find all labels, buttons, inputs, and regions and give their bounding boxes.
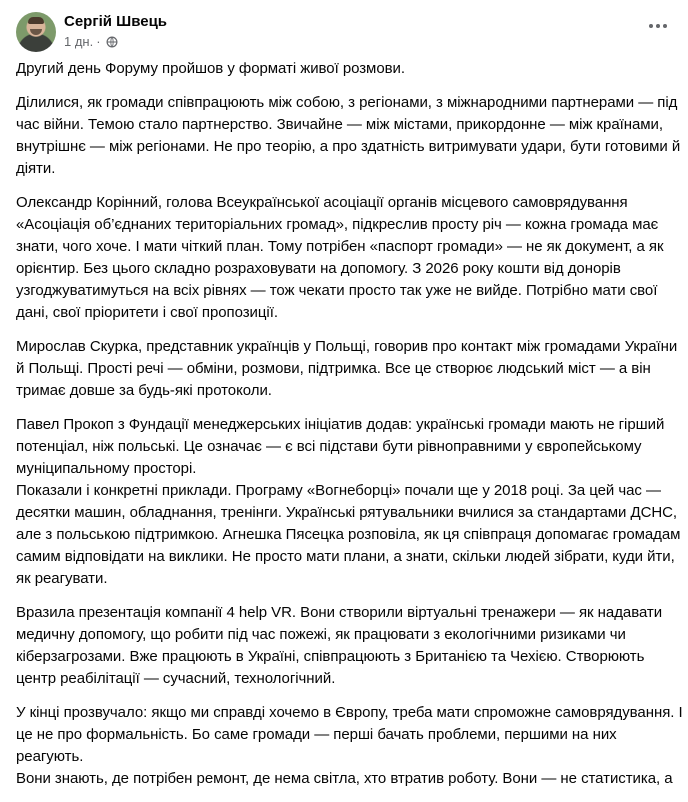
author-name[interactable]: Сергій Швець [64,13,168,30]
post-paragraph: У кінці прозвучало: якщо ми справді хочемо в Європу, треба мати спроможне самоврядування. І це не про формальність. Бо саме громади — перші бачать проблеми, першими на них реагують. Вони знають, де потрібен ремонт, де нема світла, хто втратив роботу. Вони — не статистика, а [16,704,683,787]
dot [656,24,660,28]
post-header [16,12,672,52]
dot [663,24,667,28]
post-paragraph: Ділилися, як громади співпрацюють між собою, з регіонами, з міжнародними партнерами — під час війни. Темою стало партнерство. Звичайне — між містами, прикордонне — між країнами, внутрішнє — між регіонами. Не про теорію, а про здатність витримувати удари, бути готовими й діяти. [16,94,681,177]
meta-separator: · [96,34,101,49]
post-time[interactable]: 1 дн. [64,34,94,49]
more-horizontal-icon[interactable] [644,14,672,38]
post-paragraph: Павел Прокоп з Фундації менеджерських ініціатив додав: українські громади мають не гірший потенціал, ніж польські. Це означає — є всі підстави бути рівноправними у європейському муніципальному просторі. Показали і конкретні приклади. Програму «Вогнеборці» почали ще у 2018 році. За цей час — десятки машин, обладнання, тренінги. Українські рятувальники вчилися за стандартами ДСНС, але з польською підтримкою. Агнешка Пясецка розповіла, як ця співпраця допомагає громадам самим відповідати на виклики. Не просто мати плани, а знати, скільки людей зібрати, куди йти, як реагувати. [16,416,681,587]
post-paragraph: Олександр Корінний, голова Всеукраїнської асоціації органів місцевого самоврядування «Асоціація об’єднаних територіальних громад», підкреслив просту річ — кожна громада має знати, чого хоче. І мати чіткий план. Тому потрібен «паспорт громади» — не як документ, а як орієнтир. Без цього складно розраховувати на допомогу. З 2026 року кошти від донорів узгоджуватимуться на всіх рівнях — тож чекати просто так уже не вийде. Потрібно мати свої дані, свої пріоритети і свої пропозиції. [16,194,664,321]
globe-icon[interactable] [106,36,118,48]
avatar-beard [30,29,42,35]
post-paragraph: Вразила презентація компанії 4 help VR. Вони створили віртуальні тренажери — як надавати медичну допомогу, що робити під час пожежі, як працювати з екологічними ризиками чи кіберзагрозами. Вже працюють в Україні, співпрацюють з Британією та Чехією. Створюють центр реабілітації — сучасний, технологічний. [16,604,663,687]
post-content [16,58,688,802]
post-meta [64,34,118,49]
avatar-hair [28,17,44,24]
avatar[interactable] [16,12,56,52]
dot [649,24,653,28]
post-paragraph: Мирослав Скурка, представник українців у Польщі, говорив про контакт між громадами України й Польщі. Прості речі — обміни, розмови, підтримка. Все це створює людський міст — а він тримає довше за будь-які протоколи. [16,338,678,399]
post-paragraph: Другий день Форуму пройшов у форматі живої розмови. [16,60,405,77]
